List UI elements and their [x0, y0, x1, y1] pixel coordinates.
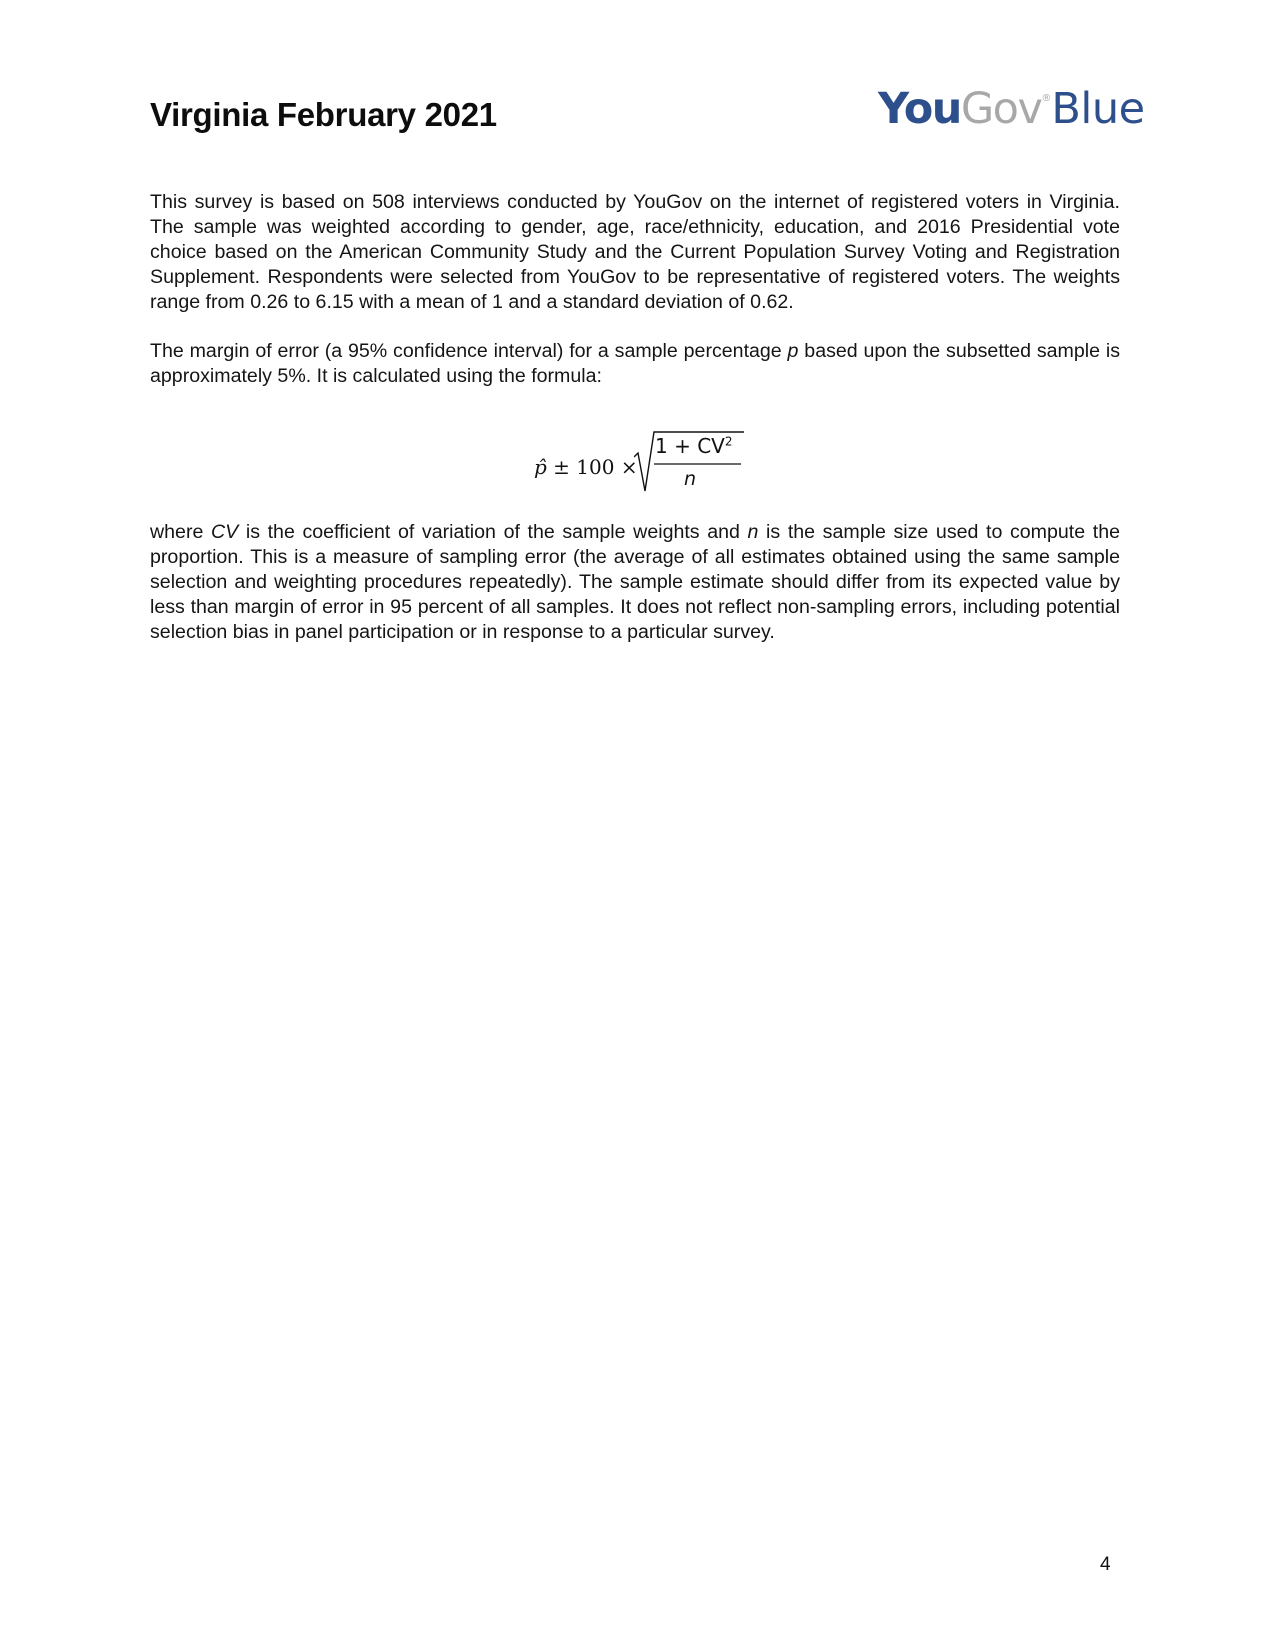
methodology-paragraph: This survey is based on 508 interviews conducted by YouGov on the internet of registered voters in Virginia. The sample was weighted according to gender, age, race/ethnicity, education, and 2016 Presidential vote choice based on the American Community Study and the Current Population Survey Voting and Registration Supplement. Respondents were selected from YouGov to be representative of registered voters. The weights range from 0.26 to 6.15 with a mean of 1 and a standard deviation of 0.62.	[150, 191, 1120, 313]
logo-gov: Gov	[960, 84, 1042, 134]
numerator-exponent: 2	[724, 434, 733, 449]
formula-lhs	[534, 455, 638, 479]
sampling-error-paragraph	[150, 520, 1120, 645]
margin-of-error-formula	[534, 430, 754, 496]
margin-of-error-paragraph	[150, 339, 1120, 389]
se-text-start: where	[150, 521, 211, 543]
cv-symbol: CV	[210, 521, 239, 543]
n-symbol: n	[747, 521, 759, 543]
logo-blue: Blue	[1051, 84, 1145, 134]
formula-numerator	[655, 434, 732, 458]
formula-denominator: n	[684, 468, 697, 490]
numerator-text: 1 + CV	[655, 434, 725, 458]
se-text-end: is the sample size used to compute the proportion. This is a measure of sampling error (the average of all estimates obtained using the same sample selection and weighting procedures repeatedly). The sample estimate should differ from its expected value by less than margin of error in 95 percent of all samples. It does not reflect non-sampling errors, including potential selection bias in panel participation or in response to a particular survey.	[150, 521, 1120, 643]
formula-p-hat: p̂	[534, 455, 547, 479]
moe-text-start: The margin of error (a 95% confidence interval) for a sample percentage	[150, 340, 788, 362]
moe-text-end: based upon the subsetted sample is approximately 5%. It is calculated using the formula:	[150, 340, 1120, 387]
logo-you: You	[878, 84, 961, 134]
se-text-middle: is the coefficient of variation of the sample weights and	[238, 521, 748, 543]
formula-operator: ± 100 ×	[546, 455, 638, 479]
page-number: 4	[1100, 1554, 1111, 1575]
yougov-blue-logo	[878, 84, 1145, 134]
p-symbol: p	[787, 340, 799, 362]
logo-registered-mark: ®	[1041, 93, 1052, 104]
page-title: Virginia February 2021	[150, 96, 497, 133]
